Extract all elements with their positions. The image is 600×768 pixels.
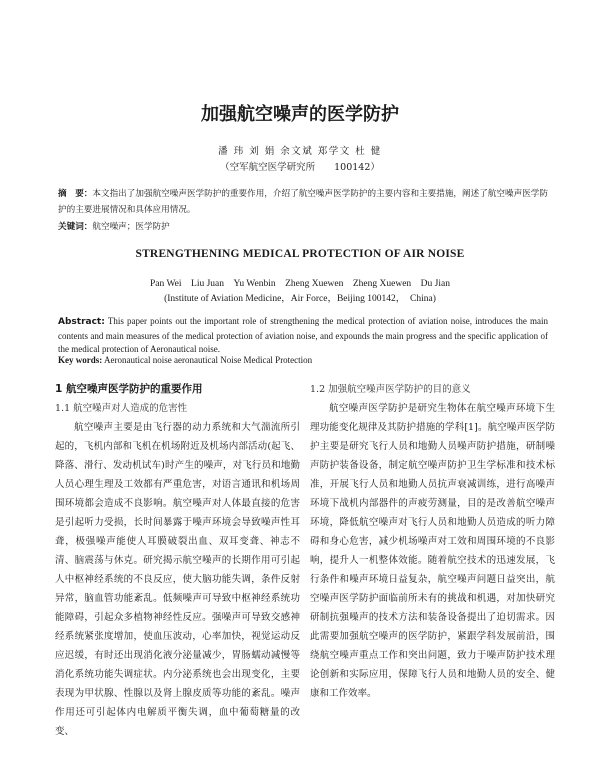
subsection-1-1-heading: 1.1 航空噪声对人造成的危害性	[55, 403, 188, 414]
subsection-1-1-paragraph: 航空噪声主要是由飞行器的动力系统和大气湍流所引起的，飞机内部和飞机在机场附近及机场内部活动(起飞、降落、滑行、发动机试车)时产生的噪声，对飞行员和地勤人员心理生理及工效都有严重危害，对语言通讯和机场周围环境都会造成不良影响。航空噪声对人体最直接的危害是引起听力受损，长时间暴露于噪声环境会导致噪声性耳聋，极强噪声能使人耳膜破裂出血、双耳变聋、神志不清、脑震荡与休克。研究揭示航空噪声的长期作用可引起人中枢神经系统的不良反应，使大脑功能失调，条件反射异常，脑血管功能紊乱。低频噪声可导致中枢神经系统功能障碍，引起众多植物神经性反应。强噪声可导致交感神经系统紧张度增加，使血压波动，心率加快，视觉运动反应迟缓，有时还出现消化液分泌量减少，胃肠蠕动减慢等消化系统功能失调症状。内分泌系统也会出现变化，主要表现为甲状腺、性腺以及肾上腺皮质等功能的紊乱。噪声作用还可引起体内电解质平衡失调，血中葡萄糖量的改变、	[55, 422, 300, 737]
authors-chinese: 潘 玮 刘 娟 余文斌 郑学文 杜 健	[218, 146, 382, 157]
keywords-chinese-label: 关键词：	[58, 222, 93, 232]
title-chinese: 加强航空噪声的医学防护	[201, 104, 399, 125]
affiliation-chinese: （空军航空医学研究所 100142）	[220, 162, 380, 173]
body-column-left	[55, 380, 300, 741]
abstract-english-label: Abstract:	[58, 317, 105, 327]
section-1-heading: 1 航空噪声医学防护的重要作用	[55, 383, 203, 395]
abstract-english	[58, 315, 548, 357]
keywords-english-text: Aeronautical noise aeronautical Noise Medical Protection	[102, 355, 313, 365]
keywords-chinese-text: 航空噪声；医学防护	[92, 222, 170, 232]
title-english: STRENGTHENING MEDICAL PROTECTION OF AIR NOISE	[135, 248, 465, 260]
body-column-right	[310, 380, 555, 703]
abstract-chinese-text: 本文指出了加强航空噪声医学防护的重要作用，介绍了航空噪声医学防护的主要内容和主要措施，阐述了航空噪声医学防护的主要进展情况和具体应用情况。	[58, 189, 548, 215]
keywords-chinese	[58, 220, 548, 232]
keywords-english	[58, 355, 548, 365]
keywords-english-label: Key words:	[58, 355, 103, 365]
subsection-1-2-paragraph: 航空噪声医学防护是研究生物体在航空噪声环境下生理功能变化规律及其防护措施的学科[1]。航空噪声医学防护主要是研究飞行人员和地勤人员噪声防护措施，研制噪声防护装备设备，制定航空噪声防护卫生学标准和技术标准，开展飞行人员和地勤人员抗声衰减训练，进行高噪声环境下战机内部器件的声疲劳测量，目的是改善航空噪声环境，降低航空噪声对飞行人员和地勤人员造成的听力障碍和身心危害，减少机场噪声对工效和周围环境的不良影响，提升人一机整体效能。随着航空技术的迅速发展，飞行条件和噪声环境日益复杂，航空噪声问题日益突出，航空噪声医学防护面临前所未有的挑战和机遇，对加快研究研制抗强噪声的技术方法和装备设备提出了迫切需求。因此需要加强航空噪声的医学防护，紧跟学科发展前沿，围绕航空噪声重点工作和突出问题，致力于噪声防护技术理论创新和实际应用，保障飞行人员和地勤人员的安全、健康和工作效率。	[310, 403, 555, 699]
abstract-chinese	[58, 186, 548, 218]
subsection-1-2-heading: 1.2 加强航空噪声医学防护的目的意义	[310, 384, 471, 395]
abstract-chinese-label: 摘 要：	[58, 189, 93, 199]
affiliation-english: (Institute of Aviation Medicine，Air Force，Beijing 100142， China)	[164, 294, 436, 304]
authors-english: Pan Wei Liu Juan Yu Wenbin Zheng Xuewen Zheng Xuewen Du Jian	[150, 279, 450, 289]
abstract-english-text: This paper points out the important role of strengthening the medical protection of aviation noise, introduces the main contents and main measures of the medical protection of aviation noise, and expounds the main progress and the specific application of the medical protection of Aeronautical noise.	[58, 316, 548, 354]
